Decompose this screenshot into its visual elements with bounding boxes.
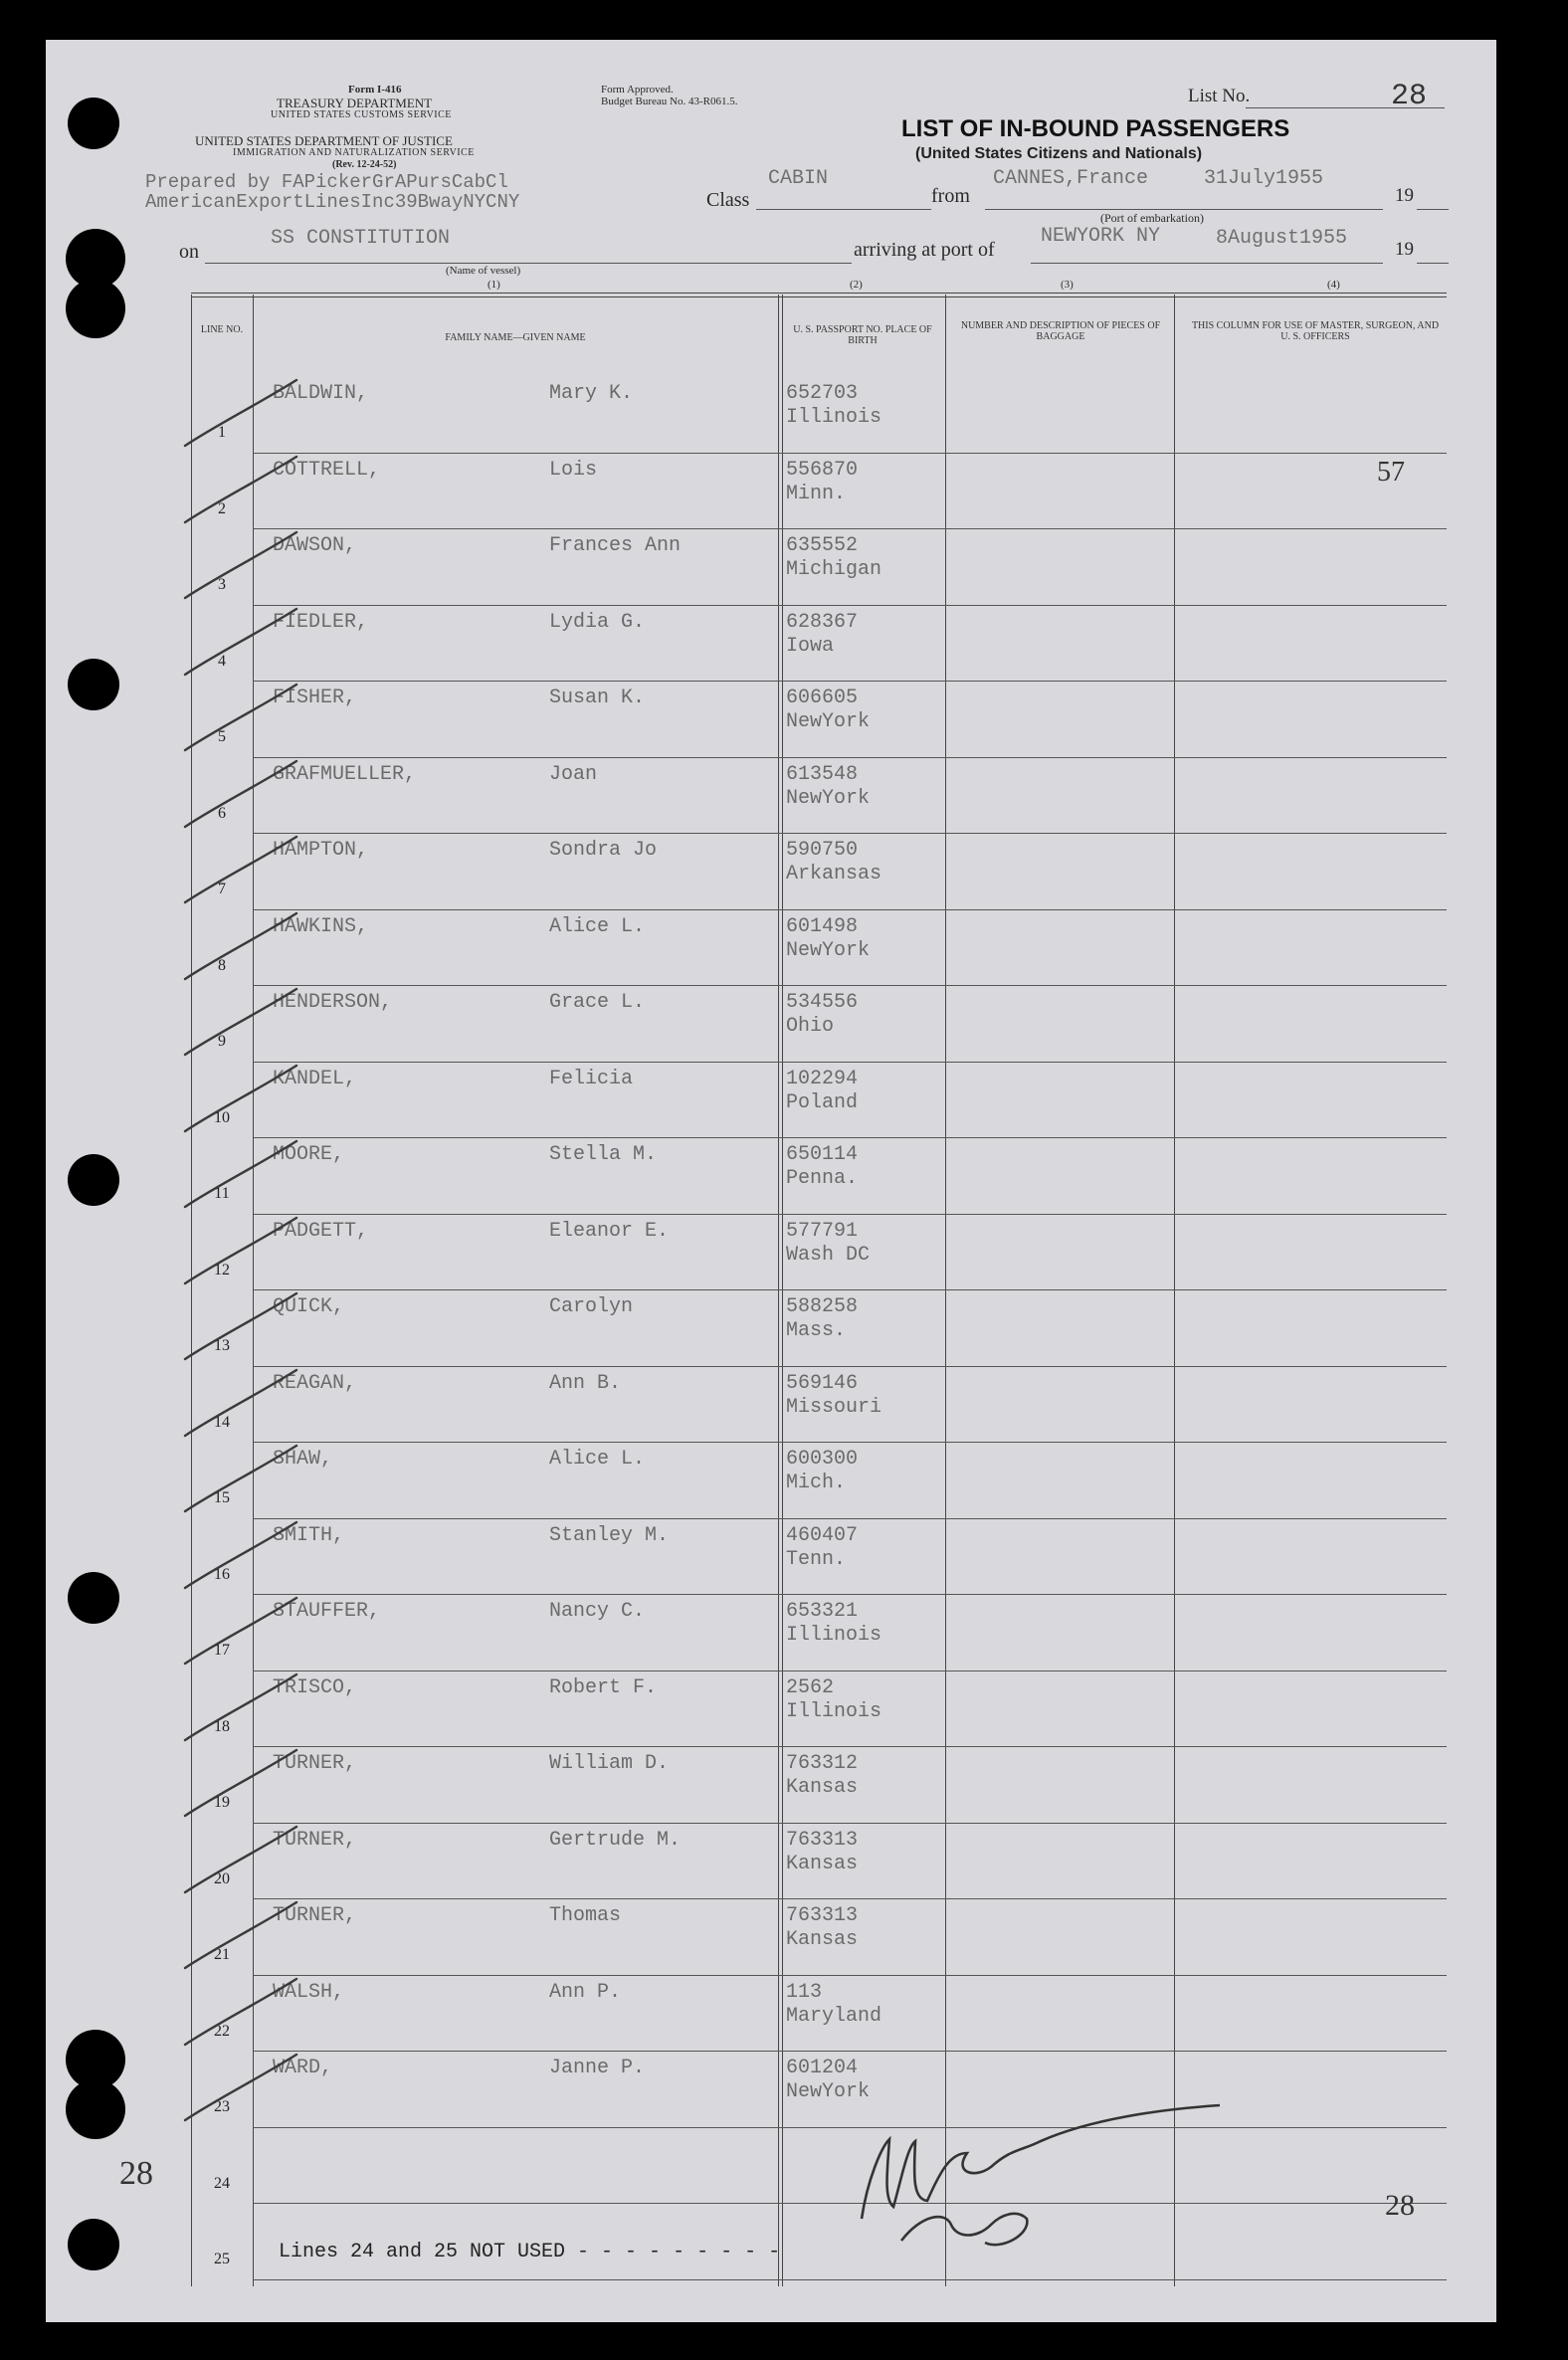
row-separator [253,1214,1447,1215]
arriving-label: arriving at port of [854,239,995,261]
on-label: on [179,241,199,263]
passport-number: 577791 [786,1220,859,1243]
given-name: Carolyn [549,1295,634,1318]
passport-number: 653321 [786,1600,859,1623]
passport-number: 534556 [786,991,859,1014]
family-name: SHAW, [273,1448,333,1471]
header-name: FAMILY NAME—GIVEN NAME [445,332,586,343]
row-separator [253,605,1447,606]
passport-number: 601204 [786,2057,859,2079]
family-name: SMITH, [273,1524,345,1547]
row-separator [253,909,1447,910]
passport-number: 113 [786,1981,823,2004]
row-separator [253,2203,1447,2204]
line-number: 8 [218,957,226,974]
given-name: Janne P. [549,2057,646,2079]
col-num-2: (2) [850,279,863,291]
line-number: 5 [218,728,226,745]
port-embarkation-label: (Port of embarkation) [1100,211,1204,225]
not-used-note: Lines 24 and 25 NOT USED - - - - - - - - - [279,2241,781,2263]
family-name: TURNER, [273,1752,357,1775]
row-separator [253,1518,1447,1519]
family-name: COTTRELL, [273,459,381,482]
line-number: 13 [214,1337,230,1354]
line-number: 16 [214,1566,230,1583]
place-of-birth: Penna. [786,1167,859,1190]
passport-number: 652703 [786,382,859,405]
row-separator [253,1442,1447,1443]
row-separator [253,1366,1447,1367]
place-of-birth: Illinois [786,1700,882,1723]
punch-hole [68,1154,119,1206]
place-of-birth: NewYork [786,2080,871,2103]
row-separator [253,1062,1447,1063]
row-separator [253,1671,1447,1672]
class-value: CABIN [768,167,829,190]
list-no-label: List No. [1188,86,1251,106]
place-of-birth: Maryland [786,2005,882,2028]
passport-number: 763313 [786,1904,859,1927]
place-of-birth: NewYork [786,710,871,733]
family-name: FISHER, [273,687,357,709]
line-number: 7 [218,881,226,897]
budget-bureau: Budget Bureau No. 43-R061.5. [601,96,738,107]
place-of-birth: Poland [786,1091,859,1114]
family-name: QUICK, [273,1295,345,1318]
justice-dept: UNITED STATES DEPARTMENT OF JUSTICE [195,133,453,148]
line-number: 6 [218,805,226,822]
family-name: TURNER, [273,1829,357,1852]
punch-hole [68,1572,119,1624]
line-number: 3 [218,576,226,593]
revision: (Rev. 12-24-52) [332,159,397,170]
place-of-birth: Arkansas [786,863,882,885]
ins-service: IMMIGRATION AND NATURALIZATION SERVICE [233,147,475,158]
row-separator [253,453,1447,454]
given-name: Thomas [549,1904,622,1927]
manifest-sheet [46,40,1496,2322]
row-separator [253,985,1447,986]
place-of-birth: NewYork [786,939,871,962]
place-of-birth: Wash DC [786,1244,871,1267]
given-name: Gertrude M. [549,1829,682,1852]
given-name: Lydia G. [549,611,646,634]
place-of-birth: Kansas [786,1928,859,1951]
treasury-dept: TREASURY DEPARTMENT [277,96,433,110]
line-number: 15 [214,1489,230,1506]
passport-number: 763312 [786,1752,859,1775]
family-name: STAUFFER, [273,1600,381,1623]
from-label: from [931,185,970,207]
given-name: Alice L. [549,1448,646,1471]
embarkation-port: CANNES,France [993,167,1149,190]
given-name: Stanley M. [549,1524,670,1547]
family-name: FIEDLER, [273,611,369,634]
family-name: DAWSON, [273,534,357,557]
family-name: HENDERSON, [273,991,393,1014]
family-name: TURNER, [273,1904,357,1927]
prepared-by: Prepared by FAPickerGrAPursCabCl [145,171,508,193]
given-name: Frances Ann [549,534,682,557]
row-separator [253,1975,1447,1976]
header-line-no: LINE NO. [200,324,244,335]
col-num-3: (3) [1061,279,1074,291]
row-separator [253,1746,1447,1747]
signature-stroke [901,2214,1027,2245]
row-separator [253,1823,1447,1824]
vessel-label: (Name of vessel) [446,265,521,277]
family-name: WARD, [273,2057,333,2079]
header-officers: THIS COLUMN FOR USE OF MASTER, SURGEON, AND U. S. OFFICERS [1191,320,1440,342]
form-approved: Form Approved. [601,84,674,96]
family-name: GRAFMUELLER, [273,763,417,786]
line-number: 17 [214,1642,230,1659]
family-name: HAWKINS, [273,915,369,938]
given-name: Ann P. [549,1981,622,2004]
place-of-birth: Ohio [786,1015,835,1038]
row-separator [253,1137,1447,1138]
line-number: 25 [214,2251,230,2267]
header-passport: U. S. PASSPORT NO. PLACE OF BIRTH [793,324,932,346]
given-name: Lois [549,459,598,482]
line-number: 14 [214,1414,230,1431]
family-name: WALSH, [273,1981,345,2004]
line-number: 1 [218,424,226,441]
punch-hole [68,659,119,710]
family-name: KANDEL, [273,1068,357,1090]
row-separator [253,2279,1447,2280]
given-name: William D. [549,1752,670,1775]
given-name: Ann B. [549,1372,622,1395]
punch-hole [66,279,125,338]
given-name: Eleanor E. [549,1220,670,1243]
passport-number: 613548 [786,763,859,786]
given-name: Sondra Jo [549,839,658,862]
line-number: 9 [218,1033,226,1050]
line-number: 10 [214,1109,230,1126]
line-number: 19 [214,1794,230,1811]
passport-number: 600300 [786,1448,859,1471]
line-number: 20 [214,1870,230,1887]
customs-service: UNITED STATES CUSTOMS SERVICE [271,109,452,120]
margin-number: 28 [119,2155,153,2192]
prepared-by-line2: AmericanExportLinesInc39BwayNYCNY [145,191,520,213]
line-number: 23 [214,2098,230,2115]
family-name: PADGETT, [273,1220,369,1243]
place-of-birth: Illinois [786,406,882,429]
line-number: 2 [218,500,226,517]
row-separator [253,2051,1447,2052]
passport-number: 569146 [786,1372,859,1395]
family-name: MOORE, [273,1143,345,1166]
passport-number: 460407 [786,1524,859,1547]
place-of-birth: Minn. [786,483,847,505]
row-separator [253,1289,1447,1290]
col-num-1: (1) [488,279,500,291]
passport-number: 102294 [786,1068,859,1090]
passport-number: 628367 [786,611,859,634]
place-of-birth: Kansas [786,1776,859,1799]
family-name: BALDWIN, [273,382,369,405]
given-name: Felicia [549,1068,634,1090]
place-of-birth: Michigan [786,558,882,581]
place-of-birth: Iowa [786,635,835,658]
place-of-birth: Mass. [786,1319,847,1342]
passport-number: 588258 [786,1295,859,1318]
line-number: 22 [214,2023,230,2040]
vessel-name: SS CONSTITUTION [271,227,451,250]
passport-number: 635552 [786,534,859,557]
passport-number: 650114 [786,1143,859,1166]
place-of-birth: Missouri [786,1396,882,1419]
embarkation-date: 31July1955 [1204,167,1324,190]
row-separator [253,757,1447,758]
passport-number: 606605 [786,687,859,709]
officer-note: 57 [1377,457,1405,488]
passport-number: 601498 [786,915,859,938]
passport-number: 763313 [786,1829,859,1852]
given-name: Grace L. [549,991,646,1014]
list-number: 28 [1391,80,1428,113]
year-prefix-1: 19 [1395,185,1414,206]
punch-hole [68,98,119,149]
place-of-birth: Kansas [786,1853,859,1875]
given-name: Stella M. [549,1143,658,1166]
signature-mark [46,40,1496,2322]
line-number: 18 [214,1718,230,1735]
row-separator [253,833,1447,834]
row-separator [253,2127,1447,2128]
passport-number: 2562 [786,1676,835,1699]
document-title: LIST OF IN-BOUND PASSENGERS [901,115,1290,142]
punch-hole [66,2079,125,2139]
given-name: Joan [549,763,598,786]
place-of-birth: Mich. [786,1472,847,1494]
given-name: Nancy C. [549,1600,646,1623]
arrival-port: NEWYORK NY [1041,225,1161,248]
year-prefix-2: 19 [1395,239,1414,260]
passport-number: 590750 [786,839,859,862]
arrival-date: 8August1955 [1216,227,1348,250]
line-number: 12 [214,1262,230,1278]
row-separator [253,1898,1447,1899]
place-of-birth: Tenn. [786,1548,847,1571]
document-subtitle: (United States Citizens and Nationals) [915,145,1203,162]
page-number: 28 [1385,2189,1415,2222]
row-separator [253,1594,1447,1595]
place-of-birth: NewYork [786,787,871,810]
line-number: 11 [214,1185,230,1202]
passport-number: 556870 [786,459,859,482]
row-separator [253,681,1447,682]
line-number: 21 [214,1946,230,1963]
col-num-4: (4) [1327,279,1340,291]
signature-stroke [862,2105,1220,2219]
class-label: Class [706,189,750,211]
family-name: REAGAN, [273,1372,357,1395]
punch-hole [68,2219,119,2270]
line-number: 4 [218,653,226,670]
given-name: Susan K. [549,687,646,709]
form-number: Form I-416 [348,84,402,96]
line-number: 24 [214,2175,230,2192]
given-name: Alice L. [549,915,646,938]
family-name: TRISCO, [273,1676,357,1699]
place-of-birth: Illinois [786,1624,882,1647]
family-name: HAMPTON, [273,839,369,862]
given-name: Mary K. [549,382,634,405]
row-separator [253,528,1447,529]
given-name: Robert F. [549,1676,658,1699]
header-baggage: NUMBER AND DESCRIPTION OF PIECES OF BAGGAGE [960,320,1161,342]
